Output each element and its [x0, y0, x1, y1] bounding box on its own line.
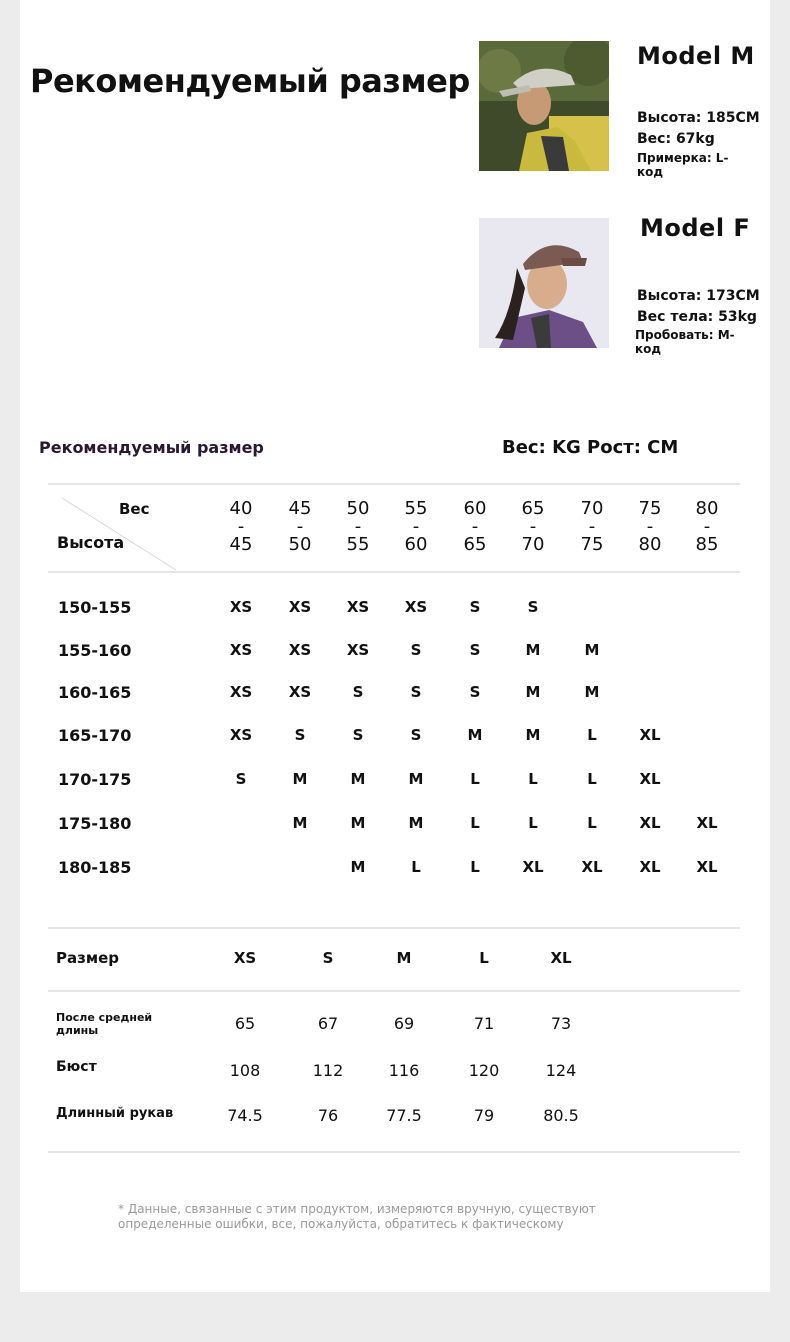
weight-range-80-85: 80 - 85 [695, 498, 719, 555]
size-cell: XS [229, 598, 253, 616]
model-f-weight: Вес тела: 53kg [637, 309, 757, 325]
measurement-value: 77.5 [386, 1106, 422, 1125]
size-cell: M [467, 726, 483, 744]
measurement-value: 124 [545, 1061, 577, 1080]
size-cell: M [292, 814, 308, 832]
size-cell: M [525, 726, 541, 744]
size-cell: L [587, 770, 597, 788]
model-f-height: Высота: 173CM [637, 288, 760, 304]
measurement-value: 71 [473, 1014, 495, 1033]
size-cell: M [584, 683, 600, 701]
size-cell: S [294, 726, 306, 744]
size-cell: L [587, 814, 597, 832]
size-cell: S [235, 770, 247, 788]
measurement-value: 120 [468, 1061, 500, 1080]
size-cell: M [350, 814, 366, 832]
size-cell: M [525, 683, 541, 701]
weight-range-50-55: 50 - 55 [346, 498, 370, 555]
size-cell: S [410, 726, 422, 744]
size-cell: XL [522, 858, 544, 876]
units-label: Вес: KG Рост: CM [502, 437, 679, 458]
model-f-photo [479, 218, 609, 348]
size-cell: M [584, 641, 600, 659]
model-f-fit: Пробовать: M-код [635, 328, 735, 356]
model-m-weight: Вес: 67kg [637, 131, 715, 147]
weight-range-45-50: 45 - 50 [288, 498, 312, 555]
measurement-value: 79 [473, 1106, 495, 1125]
divider [48, 483, 740, 485]
height-range-label: 180-185 [58, 858, 132, 877]
size-cell: L [470, 814, 480, 832]
size-cell: S [352, 726, 364, 744]
weight-range-75-80: 75 - 80 [638, 498, 662, 555]
measurement-value: 67 [317, 1014, 339, 1033]
size-cell: XL [639, 726, 661, 744]
size-cell: S [410, 683, 422, 701]
footnote: * Данные, связанные с этим продуктом, измеряются вручную, существуют определенные ошибки, все, пожалуйста, обратитесь к фактическому [118, 1202, 596, 1231]
measurement-value: 65 [234, 1014, 256, 1033]
size-cell: M [350, 858, 366, 876]
measurement-value: 73 [550, 1014, 572, 1033]
measurement-value: 76 [317, 1106, 339, 1125]
size-cell: S [352, 683, 364, 701]
size-header-cell: XS [233, 949, 257, 967]
size-cell: M [408, 770, 424, 788]
corner-height-label: Высота [57, 533, 125, 552]
size-cell: M [408, 814, 424, 832]
model-f-name: Model F [640, 214, 751, 242]
size-cell: XL [639, 770, 661, 788]
size-header-cell: S [322, 949, 334, 967]
measurement-value: 80.5 [543, 1106, 579, 1125]
height-range-label: 170-175 [58, 770, 132, 789]
size-cell: S [527, 598, 539, 616]
measurement-label: После средней длины [56, 1011, 153, 1037]
size-cell: XS [346, 641, 370, 659]
size-cell: XS [346, 598, 370, 616]
size-cell: L [470, 858, 480, 876]
divider [48, 990, 740, 992]
size-cell: XL [639, 858, 661, 876]
size-cell: S [469, 683, 481, 701]
size-cell: L [470, 770, 480, 788]
size-cell: L [411, 858, 421, 876]
size-cell: S [469, 641, 481, 659]
measurement-value: 69 [393, 1014, 415, 1033]
height-range-label: 175-180 [58, 814, 132, 833]
size-header-cell: XL [550, 949, 572, 967]
size-cell: XL [639, 814, 661, 832]
height-range-label: 155-160 [58, 641, 132, 660]
size-cell: M [292, 770, 308, 788]
height-range-label: 165-170 [58, 726, 132, 745]
size-cell: XS [229, 683, 253, 701]
size-cell: XS [288, 641, 312, 659]
size-cell: XS [404, 598, 428, 616]
size-header-cell: L [479, 949, 489, 967]
weight-range-40-45: 40 - 45 [229, 498, 253, 555]
divider [48, 1151, 740, 1153]
size-cell: XL [696, 858, 718, 876]
weight-range-60-65: 60 - 65 [463, 498, 487, 555]
size-chart-title: Рекомендуемый размер [39, 438, 264, 457]
page-title: Рекомендуемый размер [30, 62, 470, 100]
weight-range-65-70: 65 - 70 [521, 498, 545, 555]
size-cell: XL [581, 858, 603, 876]
size-cell: XS [229, 641, 253, 659]
height-range-label: 150-155 [58, 598, 132, 617]
measurement-label: Длинный рукав [56, 1106, 174, 1121]
divider [48, 927, 740, 929]
size-cell: M [350, 770, 366, 788]
measurement-label: Бюст [56, 1059, 97, 1075]
weight-range-70-75: 70 - 75 [580, 498, 604, 555]
weight-range-55-60: 55 - 60 [404, 498, 428, 555]
measurement-value: 108 [229, 1061, 261, 1080]
model-m-fit: Примерка: L-код [637, 151, 729, 179]
size-row-label: Размер [56, 949, 120, 967]
size-cell: XL [696, 814, 718, 832]
model-m-photo [479, 41, 609, 171]
size-guide-sheet [20, 0, 770, 1292]
size-cell: XS [229, 726, 253, 744]
size-cell: L [587, 726, 597, 744]
corner-weight-label: Вес [119, 500, 150, 518]
size-cell: XS [288, 683, 312, 701]
model-m-height: Высота: 185CM [637, 110, 760, 126]
model-m-name: Model M [637, 42, 755, 70]
size-cell: S [469, 598, 481, 616]
measurement-value: 74.5 [227, 1106, 263, 1125]
size-cell: L [528, 770, 538, 788]
size-cell: L [528, 814, 538, 832]
size-header-cell: M [396, 949, 412, 967]
size-cell: XS [288, 598, 312, 616]
measurement-value: 116 [388, 1061, 420, 1080]
size-cell: S [410, 641, 422, 659]
height-range-label: 160-165 [58, 683, 132, 702]
size-cell: M [525, 641, 541, 659]
measurement-value: 112 [312, 1061, 344, 1080]
